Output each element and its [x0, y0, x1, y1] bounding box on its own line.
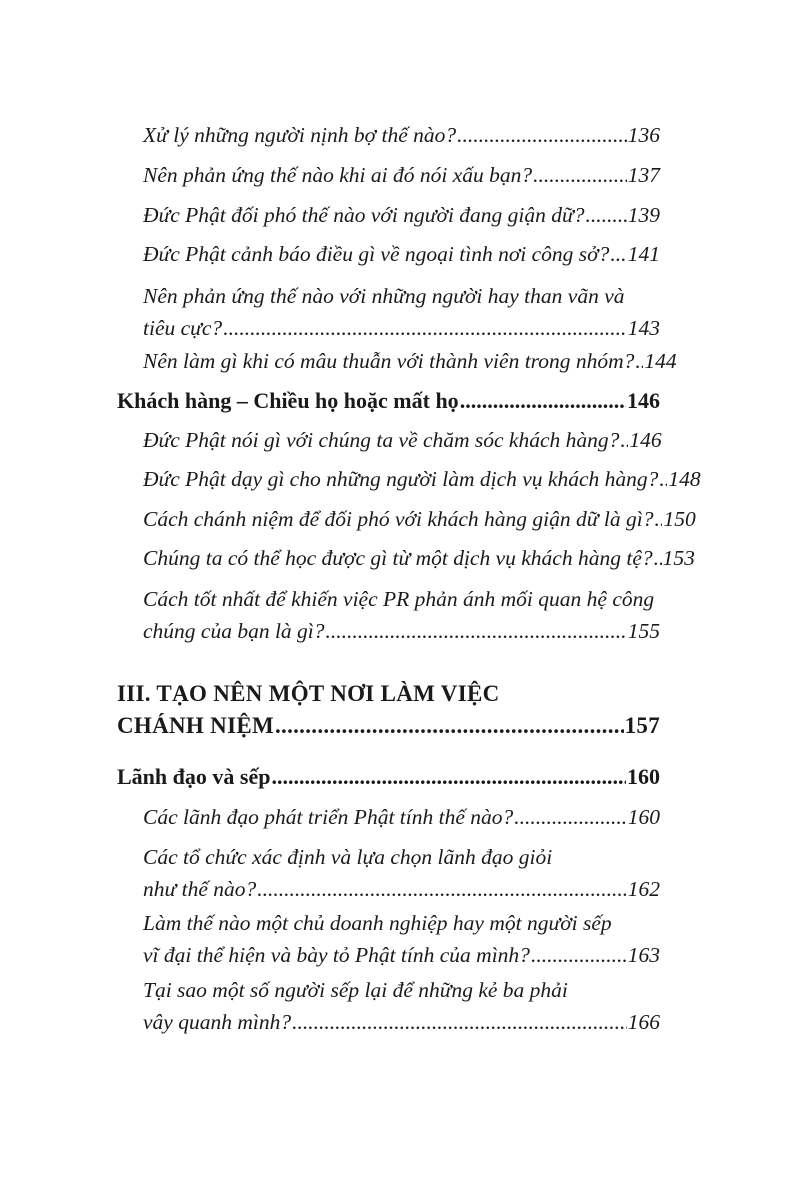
- leader-dots: [271, 761, 626, 793]
- toc-entry-page: 166: [627, 1010, 660, 1034]
- toc-entry-title: Nên phản ứng thế nào khi ai đó nói xấu bạn?: [143, 163, 533, 187]
- leader-dots: [257, 873, 627, 905]
- toc-entry-page: 137: [627, 163, 660, 187]
- toc-entry-title: Nên làm gì khi có mâu thuẫn với thành viên trong nhóm?: [143, 349, 635, 373]
- toc-entry[interactable]: [143, 974, 660, 1038]
- toc-entry-page: 148: [668, 467, 701, 491]
- toc-section-page: 160: [627, 764, 660, 789]
- toc-entry-title: Chúng ta có thể học được gì từ một dịch vụ khách hàng tệ?: [143, 546, 653, 570]
- toc-entry[interactable]: [143, 907, 660, 971]
- toc-entry[interactable]: [143, 424, 660, 456]
- leader-dots: [326, 615, 627, 647]
- toc-entry-title: tiêu cực?: [143, 316, 223, 340]
- toc-entry[interactable]: [143, 238, 660, 270]
- toc-entry-title: Đức Phật cảnh báo điều gì về ngoại tình nơi công sở?: [143, 242, 610, 266]
- toc-section[interactable]: [117, 385, 660, 417]
- leader-dots: [460, 385, 626, 417]
- toc-entry-title-line1: Nên phản ứng thế nào với những người hay than vãn và: [143, 284, 625, 308]
- leader-dots: [223, 312, 627, 344]
- toc-entry-page: 153: [662, 546, 695, 570]
- toc-entry[interactable]: [143, 159, 660, 191]
- toc-entry-title: Đức Phật dạy gì cho những người làm dịch vụ khách hàng?: [143, 467, 659, 491]
- leader-dots: [275, 710, 624, 742]
- toc-entry-title-line1: Làm thế nào một chủ doanh nghiệp hay một người sếp: [143, 911, 612, 935]
- toc-entry-title-line1: Cách tốt nhất để khiến việc PR phản ánh mối quan hệ công: [143, 587, 655, 611]
- toc-entry[interactable]: [143, 583, 660, 647]
- toc-entry-page: 162: [627, 877, 660, 901]
- toc-entry[interactable]: [143, 542, 695, 574]
- toc-entry[interactable]: [143, 503, 696, 535]
- toc-entry-page: 146: [629, 428, 662, 452]
- toc-entry[interactable]: [143, 199, 660, 231]
- toc-entry-title: Các lãnh đạo phát triển Phật tính thế nào?: [143, 805, 514, 829]
- leader-dots: [635, 345, 643, 377]
- toc-section-title: Khách hàng – Chiều họ hoặc mất họ: [117, 388, 459, 413]
- leader-dots: [292, 1006, 627, 1038]
- leader-dots: [586, 199, 627, 231]
- toc-entry-title: Xử lý những người nịnh bợ thế nào?: [143, 123, 457, 147]
- toc-part-title: CHÁNH NIỆM: [117, 713, 274, 738]
- toc-entry-title-line1: Các tổ chức xác định và lựa chọn lãnh đạo giỏi: [143, 845, 553, 869]
- toc-entry-title: vĩ đại thể hiện và bày tỏ Phật tính của mình?: [143, 943, 530, 967]
- toc-entry-title: vây quanh mình?: [143, 1010, 292, 1034]
- toc-entry-page: 136: [627, 123, 660, 147]
- leader-dots: [514, 801, 626, 833]
- leader-dots: [654, 503, 662, 535]
- toc-entry[interactable]: [143, 119, 660, 151]
- leader-dots: [610, 238, 626, 270]
- toc-entry-page: 150: [663, 507, 696, 531]
- toc-entry-title: Cách chánh niệm để đối phó với khách hàng giận dữ là gì?: [143, 507, 654, 531]
- toc-entry-title-line1: Tại sao một số người sếp lại để những kẻ ba phải: [143, 978, 568, 1002]
- toc-entry[interactable]: [143, 280, 660, 344]
- toc-entry-title: chúng của bạn là gì?: [143, 619, 325, 643]
- toc-entry-page: 160: [627, 805, 660, 829]
- toc-entry-title: Đức Phật nói gì với chúng ta về chăm sóc khách hàng?: [143, 428, 620, 452]
- toc-section[interactable]: [117, 761, 660, 793]
- toc-entry-page: 144: [644, 349, 677, 373]
- toc-entry[interactable]: [143, 801, 660, 833]
- leader-dots: [654, 542, 662, 574]
- leader-dots: [620, 424, 628, 456]
- toc-section-title: Lãnh đạo và sếp: [117, 764, 271, 789]
- toc-entry-page: 155: [627, 619, 660, 643]
- toc-entry[interactable]: [143, 463, 701, 495]
- leader-dots: [531, 939, 627, 971]
- toc-entry-page: 141: [627, 242, 660, 266]
- toc-part-heading[interactable]: [117, 678, 660, 742]
- toc-entry[interactable]: [143, 841, 660, 905]
- toc-entry-page: 163: [627, 943, 660, 967]
- toc-entry-page: 139: [627, 203, 660, 227]
- toc-part-title-line1: III. TẠO NÊN MỘT NƠI LÀM VIỆC: [117, 681, 500, 706]
- toc-entry-title: như thế nào?: [143, 877, 257, 901]
- leader-dots: [533, 159, 627, 191]
- toc-entry-page: 143: [627, 316, 660, 340]
- leader-dots: [457, 119, 627, 151]
- toc-entry-title: Đức Phật đối phó thế nào với người đang giận dữ?: [143, 203, 585, 227]
- toc-entry[interactable]: [143, 345, 677, 377]
- leader-dots: [659, 463, 667, 495]
- toc-section-page: 146: [627, 388, 660, 413]
- toc-part-page: 157: [624, 713, 660, 738]
